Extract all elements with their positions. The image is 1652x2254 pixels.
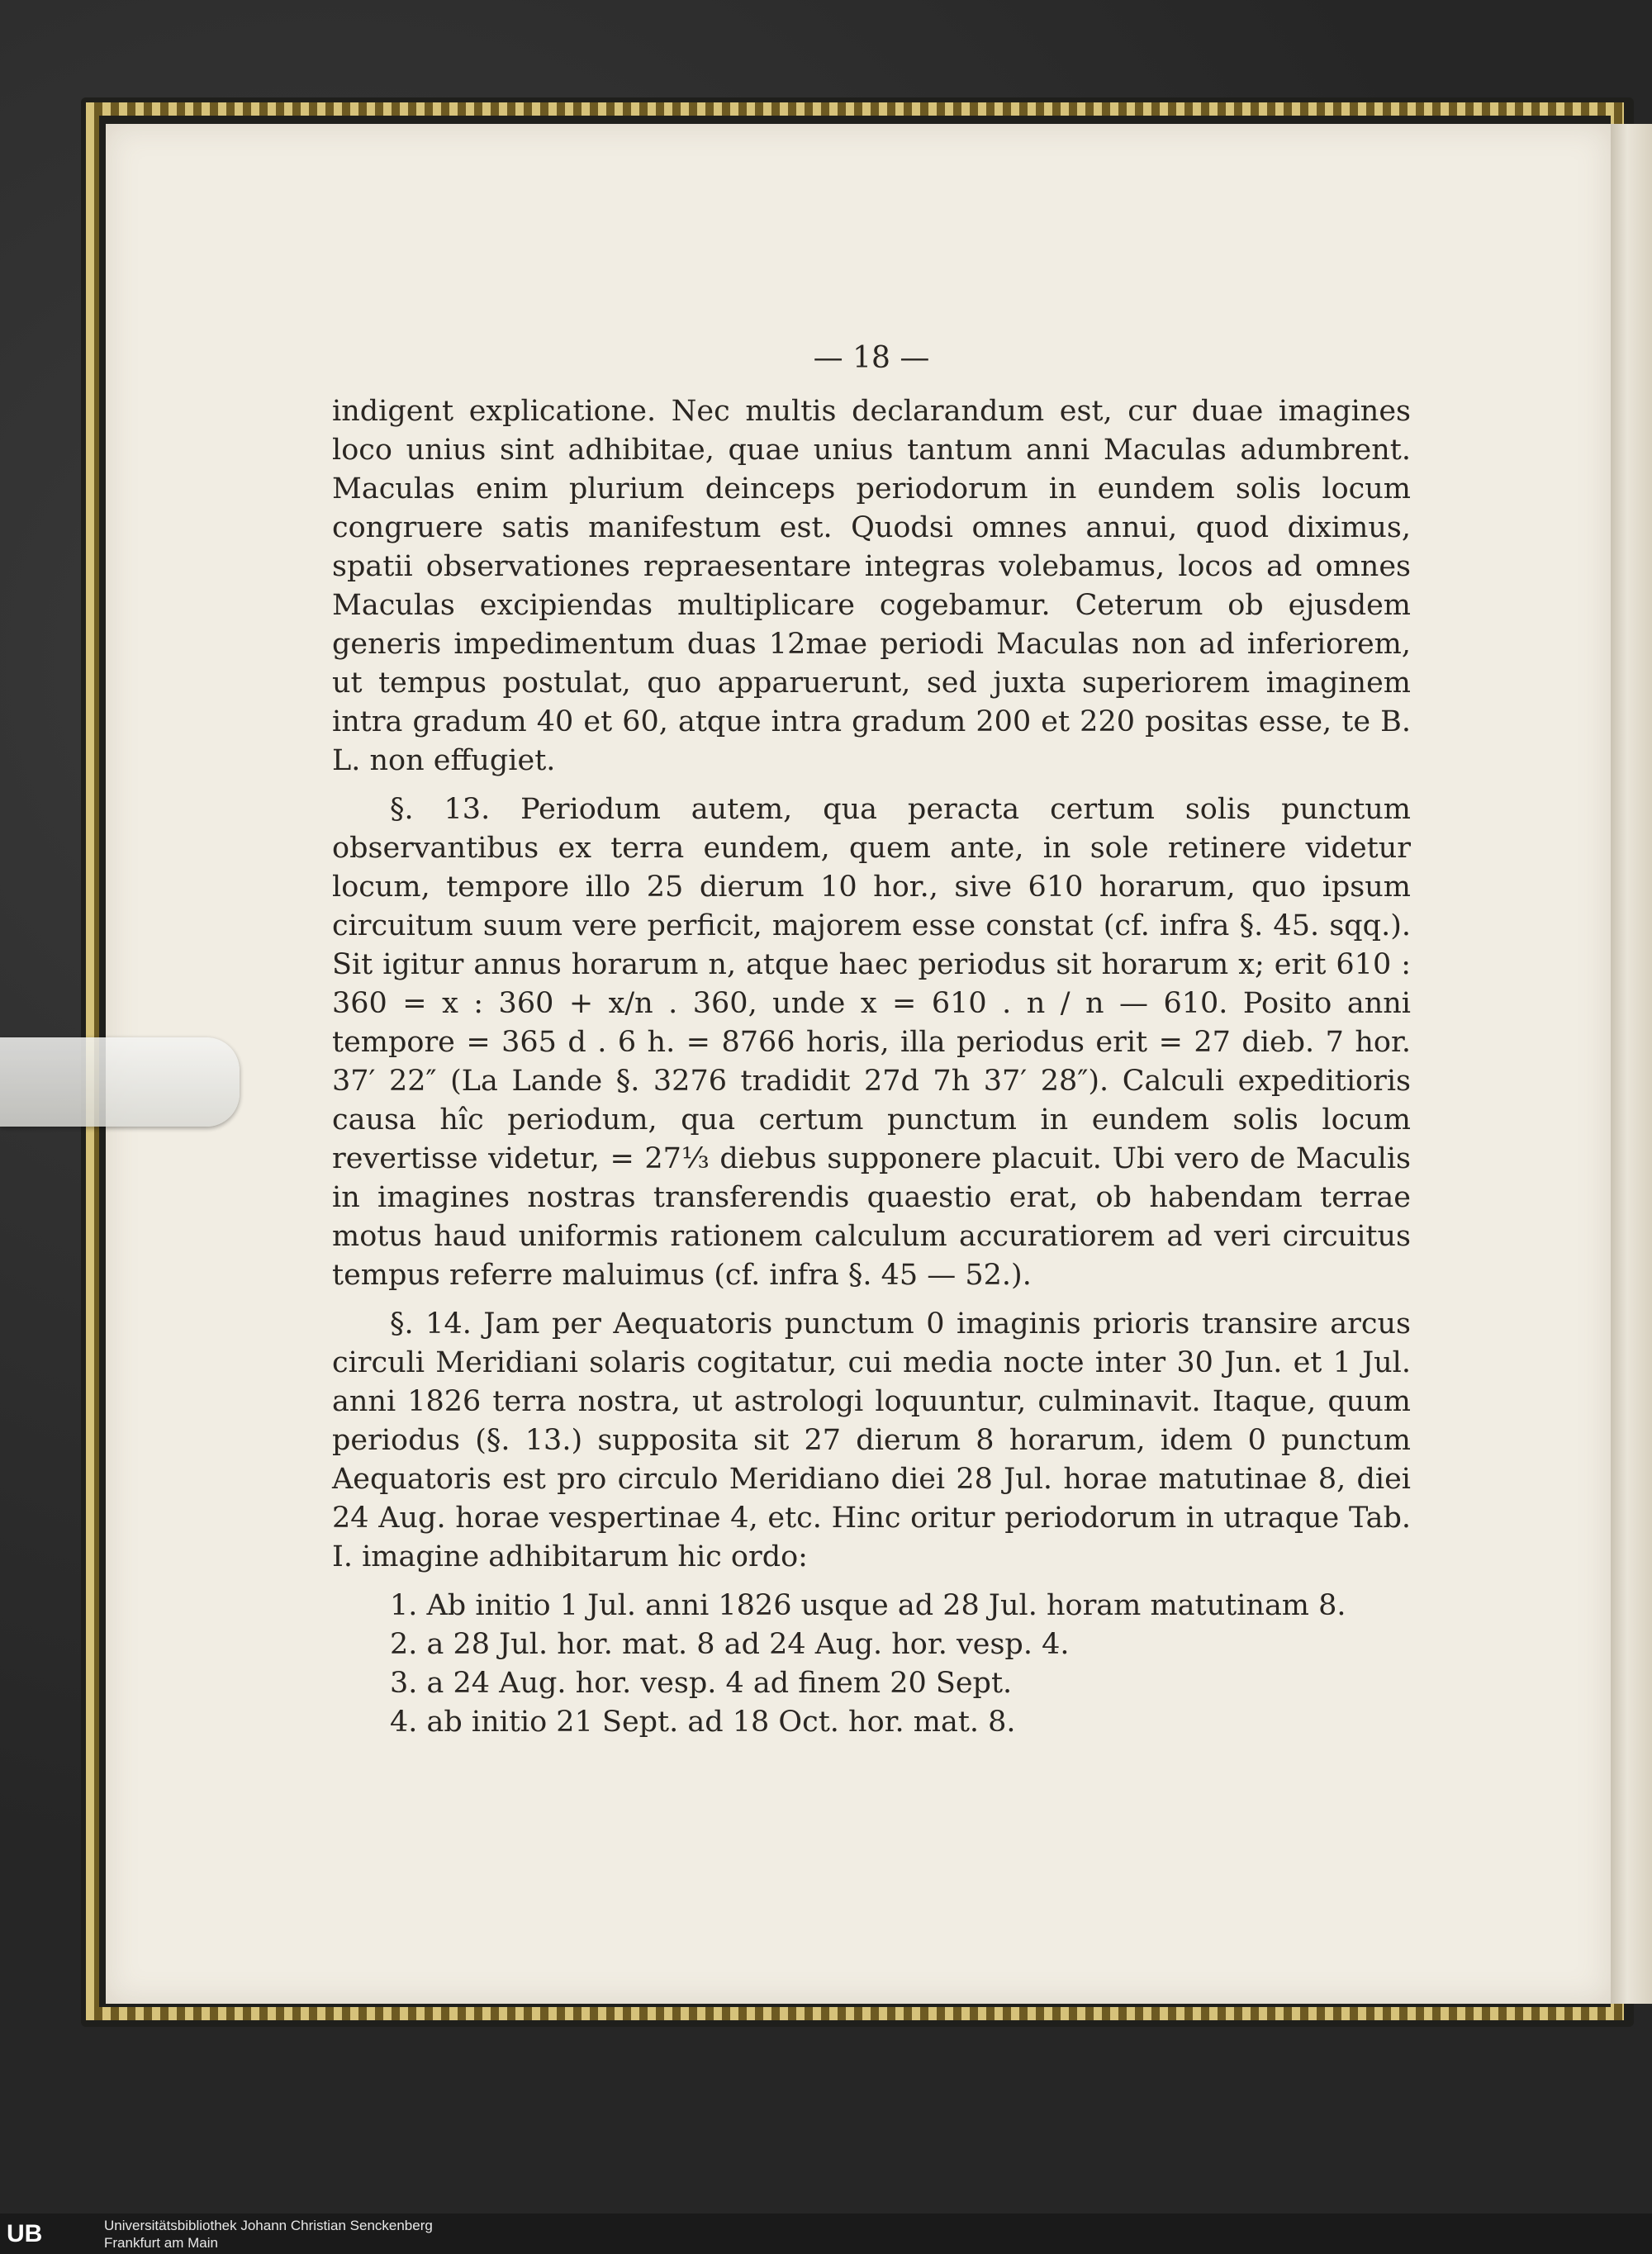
bookmark-strip [0, 1037, 240, 1127]
period-list [332, 1587, 1411, 1742]
library-name-line-2: Frankfurt am Main [104, 2235, 218, 2251]
facing-page-edge [1611, 124, 1652, 2004]
page-number: — 18 — [813, 341, 930, 375]
paragraph-section-14: §. 14. Jam per Aequatoris punctum 0 imaginis prioris transire arcus circuli Meridiani solaris cogitatur, cui media nocte inter 30 Jun. et 1 Jul. anni 1826 terra nostra, ut astrologi loquuntur, culminavit. Itaque, quum periodus (§. 13.) supposita sit 27 dierum 8 horarum, idem 0 punctum Aequatoris est pro circulo Meridiano diei 28 Jul. horae matutinae 8, diei 24 Aug. horae vespertinae 4, etc. Hinc oritur periodorum in utraque Tab. I. imagine adhibitarum hic ordo: [332, 1307, 1411, 1573]
library-logo: UB [7, 2220, 43, 2247]
list-item: 4. ab initio 21 Sept. ad 18 Oct. hor. mat. 8. [390, 1706, 1016, 1739]
paragraph-section-13: §. 13. Periodum autem, qua peracta certum solis punctum observantibus ex terra eundem, quem ante, in sole retinere videtur locum, tempore illo 25 dierum 10 hor., sive 610 horarum, quo ipsum circuitum suum vere perficit, majorem esse constat (cf. infra §. 45. sqq.). Sit igitur annus horarum n, atque haec periodus sit horarum x; erit 610 : 360 = x : 360 + x/n . 360, unde x = 610 . n / n — 610. Posito anni tempore = 365 d . 6 h. = 8766 horis, illa periodus erit = 27 dieb. 7 hor. 37′ 22″ (La Lande §. 3276 tradidit 27d 7h 37′ 28″). Calculi expeditioris causa hîc periodum, qua certum punctum in eundem solis locum revertisse videtur, = 27⅓ diebus supponere placuit. Ubi vero de Maculis in imagines nostras transferendis quaestio erat, ob habendam terrae motus haud uniformis rationem calculum accuratiorem ad veri circuitus tempus referre maluimus (cf. infra §. 45 — 52.). [332, 793, 1411, 1292]
paragraph-1: indigent explicatione. Nec multis declarandum est, cur duae imagines loco unius sint adhibitae, quae unius tantum anni Maculas adumbrent. Maculas enim plurium deinceps periodorum in eundem solis locum congruere satis manifestum est. Quodsi omnes annui, quod diximus, spatii observationes repraesentare integras volebamus, locos ad omnes Maculas excipiendas multiplicare cogebamur. Ceterum ob ejusdem generis impedimentum duas 12mae periodi Maculas non ad inferiorem, ut tempus postulat, quo apparuerunt, sed juxta superiorem imaginem intra gradum 40 et 60, atque intra gradum 200 et 220 positas esse, te B. L. non effugiet. [332, 395, 1411, 777]
library-footer [0, 2214, 1652, 2254]
page-content [332, 339, 1411, 1742]
list-item: 1. Ab initio 1 Jul. anni 1826 usque ad 28 Jul. horam matutinam 8. [390, 1589, 1346, 1622]
list-item: 3. a 24 Aug. hor. vesp. 4 ad finem 20 Sept. [390, 1667, 1013, 1700]
library-name [104, 2217, 433, 2252]
list-item: 2. a 28 Jul. hor. mat. 8 ad 24 Aug. hor. vesp. 4. [390, 1628, 1070, 1661]
library-name-line-1: Universitätsbibliothek Johann Christian Senckenberg [104, 2218, 433, 2233]
